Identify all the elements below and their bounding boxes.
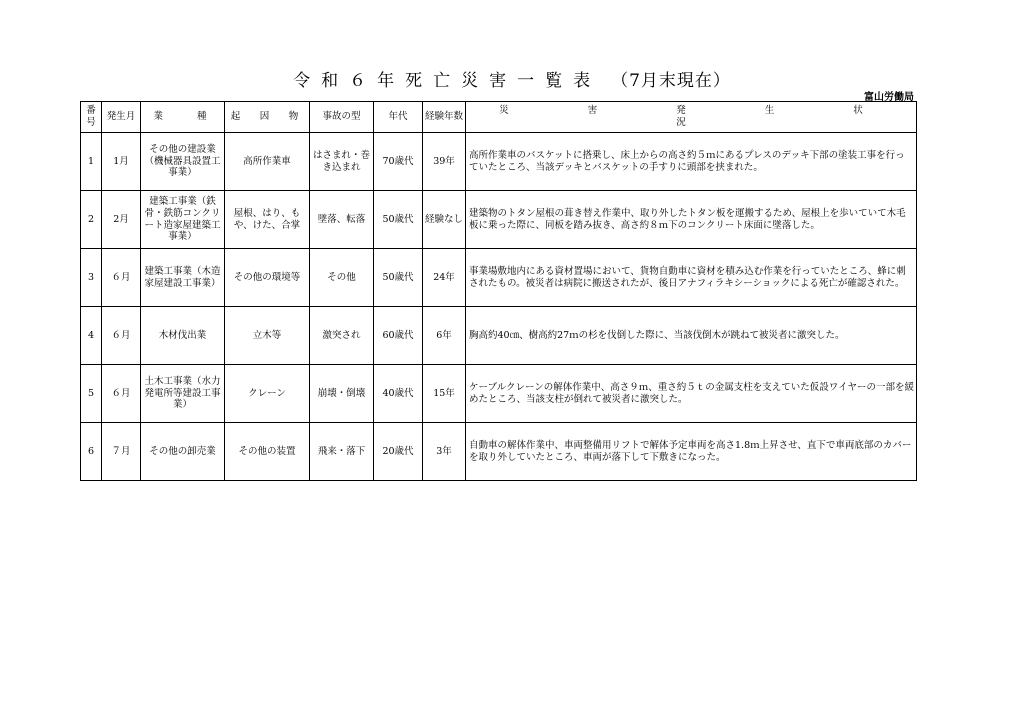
cell-industry: その他の建設業（機械器具設置工事業） — [141, 133, 225, 191]
cell-situation: 胸高約40㎝、樹高約27ｍの杉を伐倒した際に、当該伐倒木が跳ねて被災者に激突した。 — [466, 307, 917, 365]
cell-industry: その他の卸売業 — [141, 423, 225, 481]
cell-accident-type: 崩壊・倒壊 — [310, 365, 374, 423]
cell-industry: 建築工事業（鉄骨・鉄筋コンクリート造家屋建築工事業） — [141, 191, 225, 249]
header-no: 番号 — [81, 102, 102, 133]
cell-industry: 木材伐出業 — [141, 307, 225, 365]
cell-experience: 15年 — [423, 365, 466, 423]
title-main: 令和６年死亡災害一覧表 — [293, 71, 602, 91]
cell-cause: その他の環境等 — [225, 249, 310, 307]
cell-no: 2 — [81, 191, 102, 249]
cell-cause: クレーン — [225, 365, 310, 423]
cell-age: 50歳代 — [374, 191, 423, 249]
cell-month: ６月 — [102, 249, 141, 307]
cell-situation: 高所作業車のバスケットに搭乗し、床上からの高さ約５ｍにあるプレスのデッキ下部の塗装工事を行っていたところ、当該デッキとバスケットの手すりに頭部を挟まれた。 — [466, 133, 917, 191]
cell-month: ７月 — [102, 423, 141, 481]
cell-age: 70歳代 — [374, 133, 423, 191]
table-header-row — [81, 102, 917, 133]
cell-industry: 土木工事業（水力発電所等建設工事業） — [141, 365, 225, 423]
table-row — [81, 307, 917, 365]
header-situation: 災 害 発 生 状 況 — [466, 102, 917, 133]
cell-accident-type: 墜落、転落 — [310, 191, 374, 249]
cell-accident-type: 飛来・落下 — [310, 423, 374, 481]
cell-accident-type: その他 — [310, 249, 374, 307]
table-row — [81, 423, 917, 481]
table-row — [81, 191, 917, 249]
cell-age: 50歳代 — [374, 249, 423, 307]
cell-experience: 3年 — [423, 423, 466, 481]
cell-month: 2月 — [102, 191, 141, 249]
header-accident-type: 事故の型 — [310, 102, 374, 133]
header-experience: 経験年数 — [423, 102, 466, 133]
cell-age: 60歳代 — [374, 307, 423, 365]
cell-no: 4 — [81, 307, 102, 365]
table-row — [81, 249, 917, 307]
cell-experience: 経験なし — [423, 191, 466, 249]
cell-age: 40歳代 — [374, 365, 423, 423]
table-row — [81, 133, 917, 191]
cell-month: 1月 — [102, 133, 141, 191]
cell-accident-type: はさまれ・巻き込まれ — [310, 133, 374, 191]
cell-accident-type: 激突され — [310, 307, 374, 365]
cell-no: 6 — [81, 423, 102, 481]
cell-situation: 事業場敷地内にある資材置場において、貨物自動車に資材を積み込む作業を行っていたところ、蜂に刺されたもの。被災者は病院に搬送されたが、後日アナフィラキシーショックによる死亡が確認された。 — [466, 249, 917, 307]
cell-situation: 自動車の解体作業中、車両整備用リフトで解体予定車両を高さ1.8ｍ上昇させ、直下で車両底部のカバーを取り外していたところ、車両が落下して下敷きになった。 — [466, 423, 917, 481]
cell-age: 20歳代 — [374, 423, 423, 481]
cell-no: 1 — [81, 133, 102, 191]
header-industry: 業 種 — [141, 102, 225, 133]
table-row — [81, 365, 917, 423]
title-subtitle: （7月末現在） — [611, 71, 731, 91]
cell-experience: 6年 — [423, 307, 466, 365]
header-month: 発生月 — [102, 102, 141, 133]
cell-experience: 39年 — [423, 133, 466, 191]
cell-experience: 24年 — [423, 249, 466, 307]
cell-cause: 屋根、はり、もや、けた、合掌 — [225, 191, 310, 249]
header-age: 年代 — [374, 102, 423, 133]
cell-situation: 建築物のトタン屋根の葺き替え作業中、取り外したトタン板を運搬するため、屋根上を歩いていて木毛板に乗った際に、同板を踏み抜き、高さ約８ｍ下のコンクリート床面に墜落した。 — [466, 191, 917, 249]
cell-cause: 立木等 — [225, 307, 310, 365]
cell-no: 5 — [81, 365, 102, 423]
issuing-bureau: 富山労働局 — [864, 92, 914, 103]
cell-no: 3 — [81, 249, 102, 307]
header-cause: 起 因 物 — [225, 102, 310, 133]
cell-cause: その他の装置 — [225, 423, 310, 481]
accident-table — [80, 101, 942, 481]
cell-month: ６月 — [102, 365, 141, 423]
cell-situation: ケーブルクレーンの解体作業中、高さ９ｍ、重さ約５ｔの金属支柱を支えていた仮設ワイヤーの一部を緩めたところ、当該支柱が倒れて被災者に激突した。 — [466, 365, 917, 423]
cell-industry: 建築工事業（木造家屋建設工事業） — [141, 249, 225, 307]
cell-cause: 高所作業車 — [225, 133, 310, 191]
cell-month: ６月 — [102, 307, 141, 365]
